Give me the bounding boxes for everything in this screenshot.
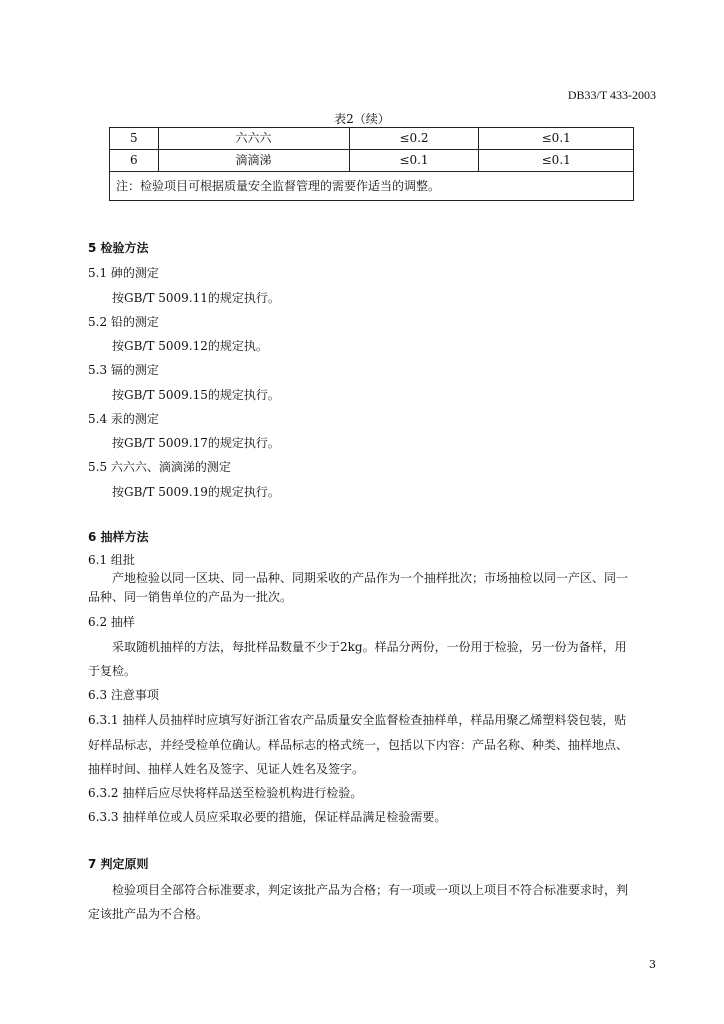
section-5-heading: 5 检验方法	[88, 241, 149, 255]
section-6-1-line-1: 产地检验以同一区块、同一品种、同期采收的产品作为一个抽样批次；市场抽检以同一产区、同一	[112, 571, 629, 585]
section-5-5-body: 按GB/T 5009.19的规定执行。	[112, 485, 280, 499]
page-number: 3	[649, 958, 656, 971]
section-6-heading: 6 抽样方法	[88, 530, 149, 544]
limit-value-1: ≤0.1	[349, 150, 479, 172]
section-6-2-line-1: 采取随机抽样的方法，每批样品数量不少于2kg。样品分两份，一份用于检验，另一份为备样，用	[112, 640, 627, 654]
section-7-line-1: 检验项目全部符合标准要求，判定该批产品为合格；有一项或一项以上项目不符合标准要求时，判	[112, 883, 629, 897]
section-5-2-title: 5.2 铅的测定	[88, 315, 159, 329]
section-6-1-title: 6.1 组批	[88, 553, 135, 567]
item-name: 滴滴涕	[158, 150, 349, 172]
section-6-3-2: 6.3.2 抽样后应尽快将样品送至检验机构进行检验。	[88, 786, 363, 800]
table-note-row	[110, 172, 634, 201]
section-5-3-title: 5.3 镉的测定	[88, 363, 159, 377]
section-5-3-body: 按GB/T 5009.15的规定执行。	[112, 388, 280, 402]
section-5-4-body: 按GB/T 5009.17的规定执行。	[112, 436, 280, 450]
table-row	[110, 128, 634, 150]
section-5-5-title: 5.5 六六六、滴滴涕的测定	[88, 460, 231, 474]
section-7-line-2: 定该批产品为不合格。	[88, 907, 209, 921]
section-6-3-3: 6.3.3 抽样单位或人员应采取必要的措施，保证样品满足检验需要。	[88, 810, 447, 824]
section-6-1-line-2: 品种、同一销售单位的产品为一批次。	[88, 590, 293, 604]
section-6-3-1-line-1: 6.3.1 抽样人员抽样时应填写好浙江省农产品质量安全监督检查抽样单，样品用聚乙烯塑料袋包装，贴	[88, 713, 627, 727]
section-6-3-1-line-2: 好样品标志，并经受检单位确认。样品标志的格式统一，包括以下内容：产品名称、种类、抽样地点、	[88, 738, 629, 752]
section-6-3-1-line-3: 抽样时间、抽样人姓名及签字、见证人姓名及签字。	[88, 762, 365, 776]
section-5-2-body: 按GB/T 5009.12的规定执。	[112, 339, 268, 353]
section-5-1-body: 按GB/T 5009.11的规定执行。	[112, 291, 280, 305]
limit-value-1: ≤0.2	[349, 128, 479, 150]
limit-value-2: ≤0.1	[479, 150, 634, 172]
section-5-4-title: 5.4 汞的测定	[88, 412, 159, 426]
item-name: 六六六	[158, 128, 349, 150]
table-row	[110, 150, 634, 172]
table-title: 表2（续）	[334, 112, 390, 126]
limits-table	[109, 127, 634, 201]
section-6-3-title: 6.3 注意事项	[88, 688, 159, 702]
row-number: 6	[110, 150, 159, 172]
standard-code: DB33/T 433-2003	[567, 88, 656, 102]
row-number: 5	[110, 128, 159, 150]
section-5-1-title: 5.1 砷的测定	[88, 266, 159, 280]
section-7-heading: 7 判定原则	[88, 857, 149, 871]
limit-value-2: ≤0.1	[479, 128, 634, 150]
section-6-2-title: 6.2 抽样	[88, 615, 135, 629]
section-6-2-line-2: 于复检。	[88, 664, 137, 678]
table-note: 注：检验项目可根据质量安全监督管理的需要作适当的调整。	[110, 172, 634, 201]
